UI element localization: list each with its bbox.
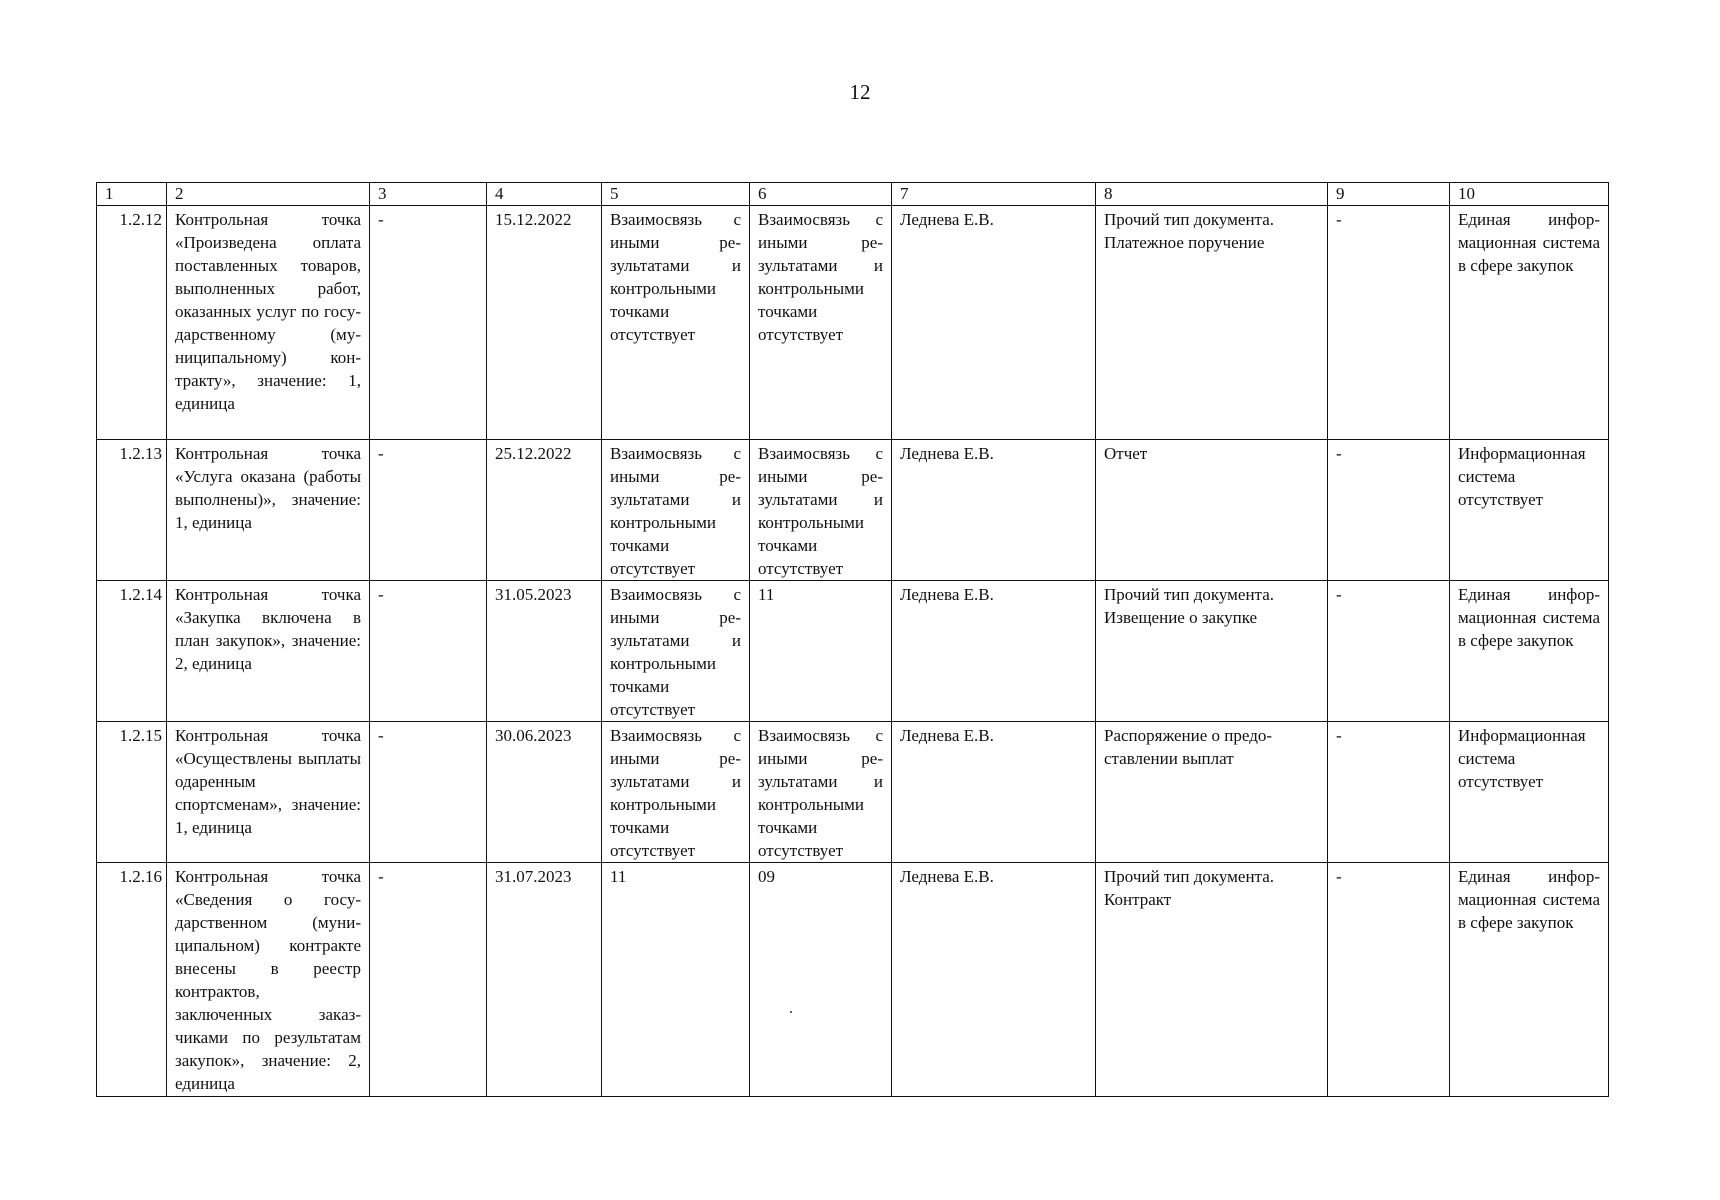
table-row [97,863,1609,1097]
relation-results: 11 [602,863,750,1097]
information-system: Единая информационная система в сфере закупок [1450,581,1609,722]
header-cell-1: 1 [97,183,167,206]
document-type: Прочий тип документа. Извещение о закупке [1096,581,1328,722]
due-date: 30.06.2023 [487,722,602,863]
row-number: 1.2.14 [97,581,167,722]
row-number: 1.2.13 [97,440,167,581]
relation-points: 11 [750,581,892,722]
relation-results: Взаимосвязь с иными результатами и контрольными точками отсутствует [602,722,750,863]
col9-value: - [1328,581,1450,722]
col3-value: - [370,722,487,863]
header-cell-9: 9 [1328,183,1450,206]
document-type: Прочий тип документа. Платежное поручение [1096,206,1328,440]
relation-results: Взаимосвязь с иными результатами и контрольными точками отсутствует [602,581,750,722]
page-number: 12 [849,80,871,104]
document-type: Распоряжение о предоставлении выплат [1096,722,1328,863]
relation-results: Взаимосвязь с иными результатами и контрольными точками отсутствует [602,206,750,440]
col3-value: - [370,440,487,581]
col3-value: - [370,863,487,1097]
control-point-name: Контрольная точка «Произведена оплата поставленных товаров, выполненных работ, оказанных услуг по государственному (муниципальному) контракту», значение: 1, единица [167,206,370,440]
header-cell-7: 7 [892,183,1096,206]
relation-points: Взаимосвязь с иными результатами и контрольными точками отсутствует [750,722,892,863]
information-system: Единая информационная система в сфере закупок [1450,206,1609,440]
due-date: 25.12.2022 [487,440,602,581]
control-point-name: Контрольная точка «Сведения о государственном (муниципальном) контракте внесены в реестр контрактов, заключенных заказчиками по результатам закупок», значение: 2, единица [167,863,370,1097]
table-header-row [97,183,1609,206]
relation-results: Взаимосвязь с иными результатами и контрольными точками отсутствует [602,440,750,581]
control-point-name: Контрольная точка «Закупка включена в план закупок», значение: 2, единица [167,581,370,722]
header-cell-2: 2 [167,183,370,206]
responsible-person: Леднева Е.В. [892,206,1096,440]
responsible-person: Леднева Е.В. [892,863,1096,1097]
row-number: 1.2.12 [97,206,167,440]
control-point-name: Контрольная точка «Услуга оказана (работы выполнены)», значение: 1, единица [167,440,370,581]
header-cell-4: 4 [487,183,602,206]
header-cell-6: 6 [750,183,892,206]
row-number: 1.2.15 [97,722,167,863]
information-system: Информационная система отсутствует [1450,722,1609,863]
relation-points: Взаимосвязь с иными результатами и контрольными точками отсутствует [750,440,892,581]
responsible-person: Леднева Е.В. [892,722,1096,863]
relation-points: Взаимосвязь с иными результатами и контрольными точками отсутствует [750,206,892,440]
header-cell-8: 8 [1096,183,1328,206]
header-cell-5: 5 [602,183,750,206]
table-row [97,206,1609,440]
information-system: Единая информационная система в сфере закупок [1450,863,1609,1097]
col9-value: - [1328,440,1450,581]
scan-speck [790,1011,792,1013]
table-row [97,722,1609,863]
responsible-person: Леднева Е.В. [892,581,1096,722]
control-points-table-container [96,182,1608,1097]
due-date: 31.07.2023 [487,863,602,1097]
document-type: Прочий тип документа. Контракт [1096,863,1328,1097]
control-points-table [96,182,1609,1097]
table-row [97,581,1609,722]
col9-value: - [1328,722,1450,863]
due-date: 15.12.2022 [487,206,602,440]
col3-value: - [370,581,487,722]
table-row [97,440,1609,581]
col3-value: - [370,206,487,440]
control-point-name: Контрольная точка «Осуществлены выплаты одаренным спортсменам», значение: 1, единица [167,722,370,863]
document-type: Отчет [1096,440,1328,581]
header-cell-10: 10 [1450,183,1609,206]
relation-points: 09 [750,863,892,1097]
due-date: 31.05.2023 [487,581,602,722]
header-cell-3: 3 [370,183,487,206]
responsible-person: Леднева Е.В. [892,440,1096,581]
col9-value: - [1328,206,1450,440]
col9-value: - [1328,863,1450,1097]
information-system: Информационная система отсутствует [1450,440,1609,581]
row-number: 1.2.16 [97,863,167,1097]
